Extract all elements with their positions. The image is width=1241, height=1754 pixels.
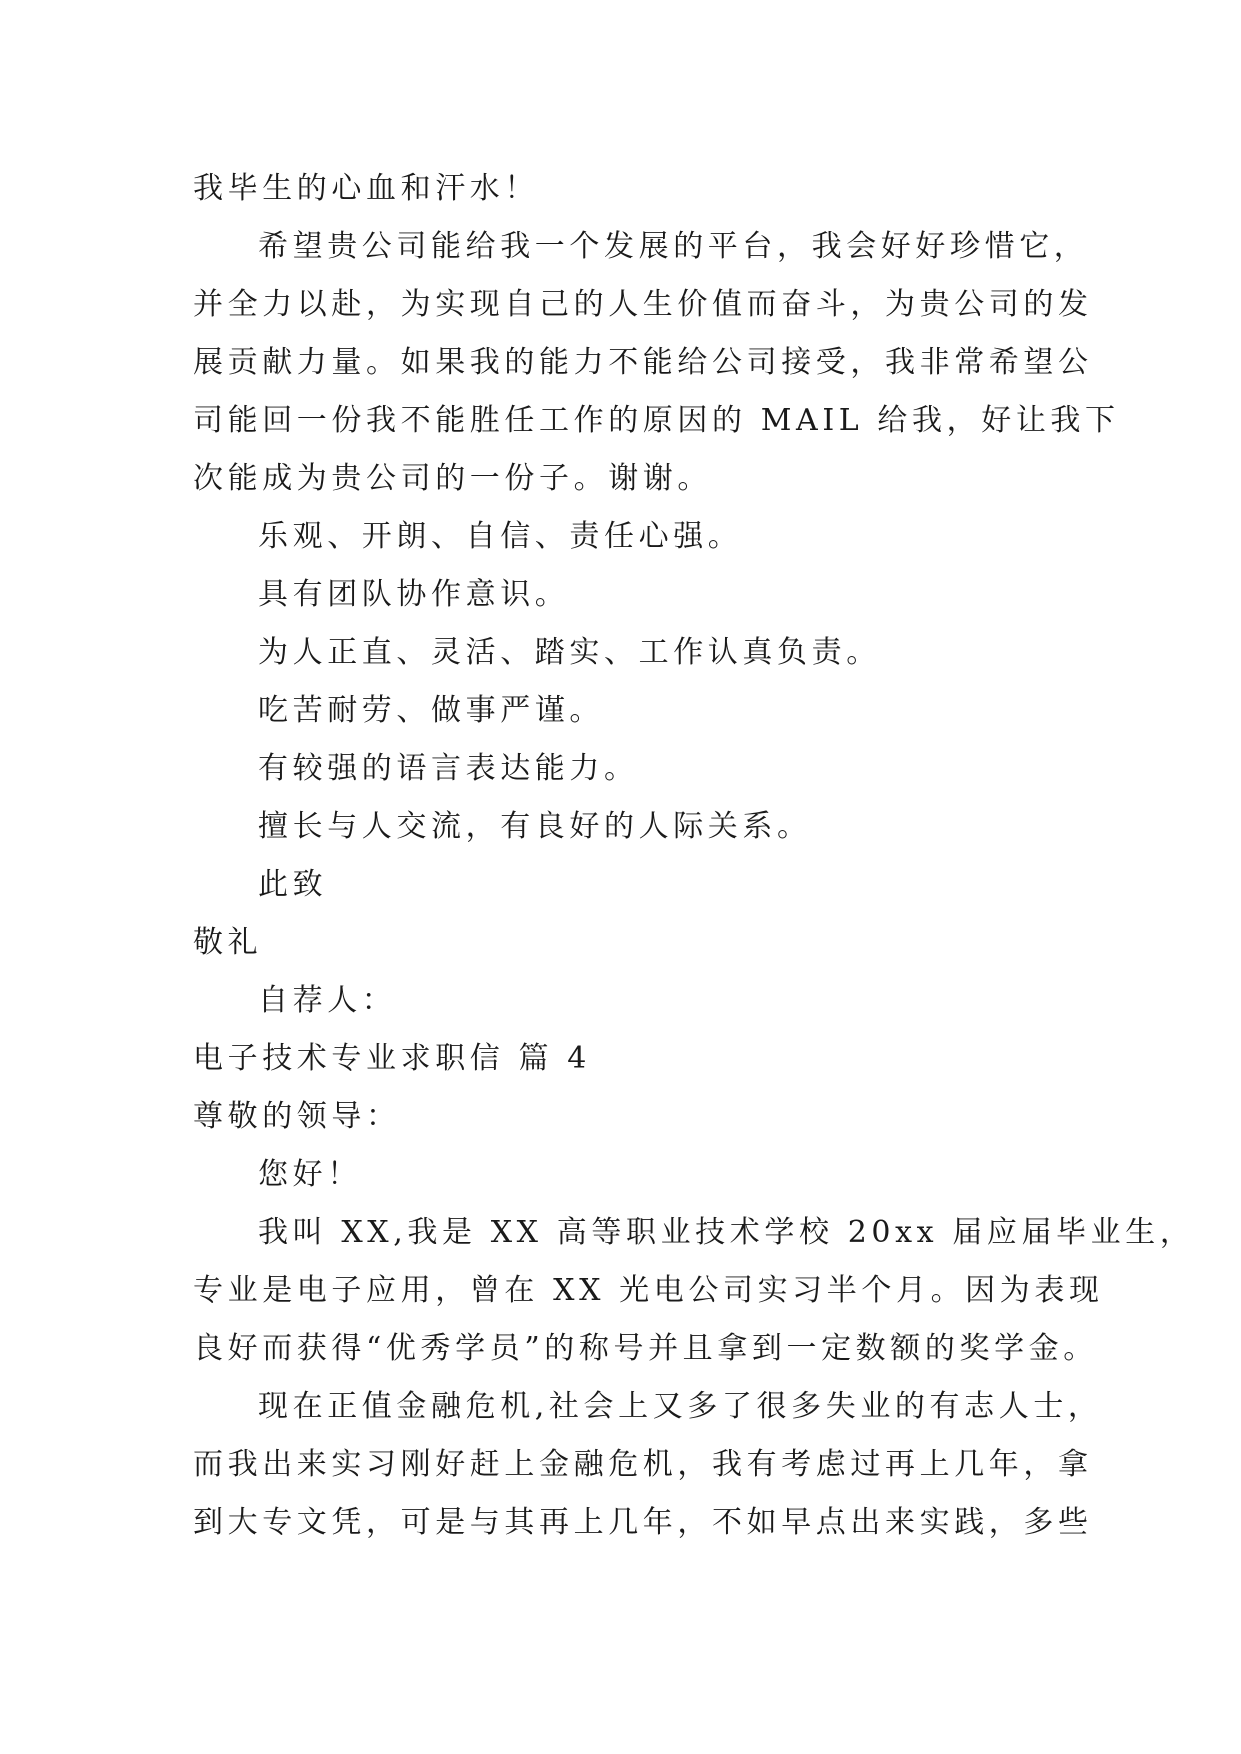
text-line: 乐观、开朗、自信、责任心强。	[258, 519, 743, 554]
text-line: 专业是电子应用，曾在 XX 光电公司实习半个月。因为表现	[193, 1273, 1104, 1308]
closing-regards: 敬礼	[193, 925, 263, 960]
text-line: 有较强的语言表达能力。	[258, 751, 639, 786]
text-line: 而我出来实习刚好赶上金融危机，我有考虑过再上几年，拿	[193, 1447, 1093, 1482]
signature-label: 自荐人：	[258, 983, 397, 1018]
text-line: 展贡献力量。如果我的能力不能给公司接受，我非常希望公	[193, 345, 1093, 380]
text-line: 到大专文凭，可是与其再上几年，不如早点出来实践，多些	[193, 1505, 1093, 1540]
closing-salutation: 此致	[258, 867, 328, 902]
text-line: 为人正直、灵活、踏实、工作认真负责。	[258, 635, 881, 670]
text-line: 我毕生的心血和汗水！	[193, 171, 539, 206]
text-line: 希望贵公司能给我一个发展的平台，我会好好珍惜它，	[258, 229, 1089, 264]
section-title: 电子技术专业求职信 篇 4	[193, 1041, 591, 1076]
text-line: 现在正值金融危机,社会上又多了很多失业的有志人士，	[258, 1389, 1103, 1424]
document-page	[193, 160, 1195, 1552]
text-line: 次能成为贵公司的一份子。谢谢。	[193, 461, 712, 496]
text-line: 良好而获得“优秀学员”的称号并且拿到一定数额的奖学金。	[193, 1331, 1098, 1366]
text-line: 吃苦耐劳、做事严谨。	[258, 693, 604, 728]
letter-greeting: 尊敬的领导：	[193, 1099, 401, 1134]
text-line: 我叫 XX,我是 XX 高等职业技术学校 20xx 届应届毕业生，	[258, 1215, 1195, 1250]
text-line: 擅长与人交流，有良好的人际关系。	[258, 809, 812, 844]
text-line: 您好！	[258, 1157, 362, 1192]
text-line: 具有团队协作意识。	[258, 577, 570, 612]
text-line: 司能回一份我不能胜任工作的原因的 MAIL 给我，好让我下	[193, 403, 1120, 438]
text-line: 并全力以赴，为实现自己的人生价值而奋斗，为贵公司的发	[193, 287, 1093, 322]
